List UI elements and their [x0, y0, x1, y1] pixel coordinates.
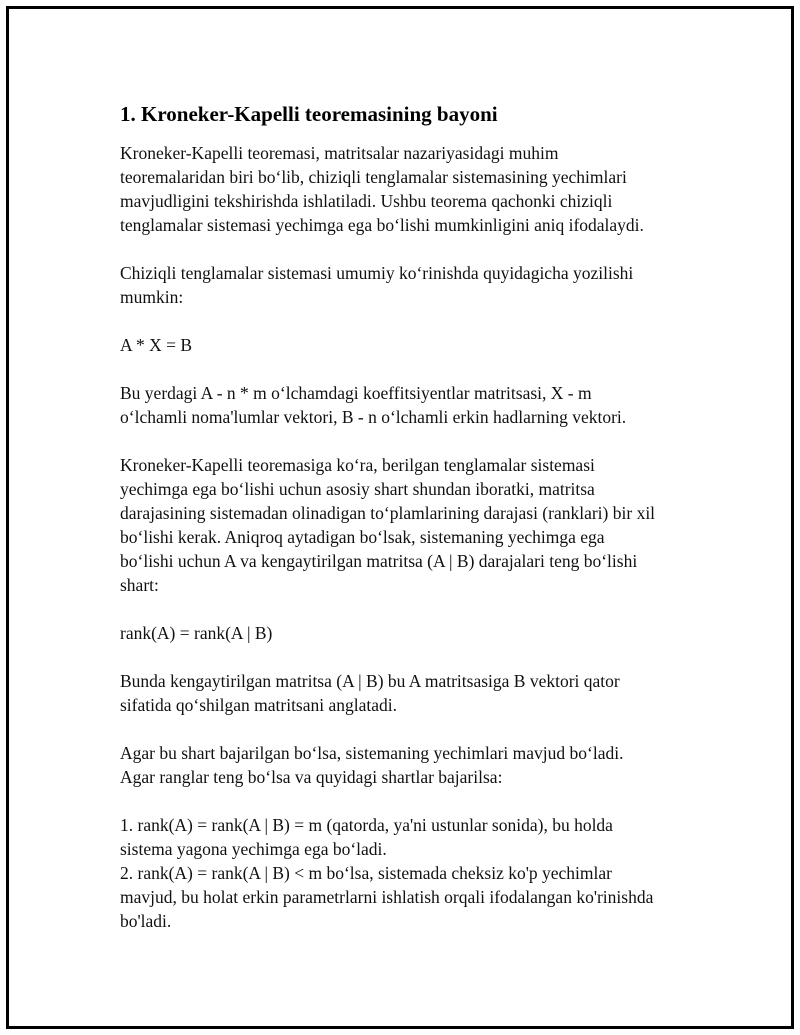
list-item-unique-solution: 1. rank(A) = rank(A | B) = m (qatorda, ya'ni ustunlar sonida), bu holda sistema yagona yechimga ega bo‘ladi.: [120, 815, 613, 859]
paragraph-intro: Kroneker-Kapelli teoremasi, matritsalar nazariyasidagi muhim teoremalaridan biri bo‘lib, chiziqli tenglamalar sistemasining yechimlari mavjudligini tekshirishda ishlatiladi. Ushbu teorema qachonki chiziqli tenglamalar sistemasi yechimga ega bo‘lishi mumkinligini aniq ifodalaydi.: [120, 143, 644, 235]
paragraph-theorem: Kroneker-Kapelli teoremasiga ko‘ra, berilgan tenglamalar sistemasi yechimga ega bo‘lishi uchun asosiy shart shundan iboratki, matritsa darajasining sistemadan olinadigan to‘plamlarining darajasi (ranklari) bir xil bo‘lishi kerak. Aniqroq aytadigan bo‘lsak, sistemaning yechimga ega bo‘lishi uchun A va kengaytirilgan matritsa (A | B) darajalari teng bo‘lishi shart:: [120, 455, 656, 595]
paragraph-definitions: Bu yerdagi A - n * m o‘lchamdagi koeffitsiyentlar matritsasi, X - m o‘lchamli noma'lumlar vektori, B - n o‘lchamli erkin hadlarning vektori.: [120, 383, 627, 427]
page-frame: [6, 6, 794, 1029]
list-item-infinite-solutions: 2. rank(A) = rank(A | B) < m bo‘lsa, sistemada cheksiz ko'p yechimlar mavjud, bu holat erkin parametrlarni ishlatish orqali ifodalangan ko'rinishda bo'ladi.: [120, 863, 654, 931]
equation-system: A * X = B: [120, 335, 193, 355]
paragraph-conditions-intro: Agar bu shart bajarilgan bo‘lsa, sistemaning yechimlari mavjud bo‘ladi. Agar ranglar teng bo‘lsa va quyidagi shartlar bajarilsa:: [120, 743, 624, 787]
paragraph-general-form: Chiziqli tenglamalar sistemasi umumiy ko‘rinishda quyidagicha yozilishi mumkin:: [120, 263, 634, 307]
document-body: [120, 99, 700, 933]
paragraph-augmented-matrix: Bunda kengaytirilgan matritsa (A | B) bu A matritsasiga B vektori qator sifatida qo‘shilgan matritsani anglatadi.: [120, 671, 620, 715]
equation-rank-condition: rank(A) = rank(A | B): [120, 623, 273, 643]
section-heading: 1. Kroneker-Kapelli teoremasining bayoni: [120, 102, 498, 126]
